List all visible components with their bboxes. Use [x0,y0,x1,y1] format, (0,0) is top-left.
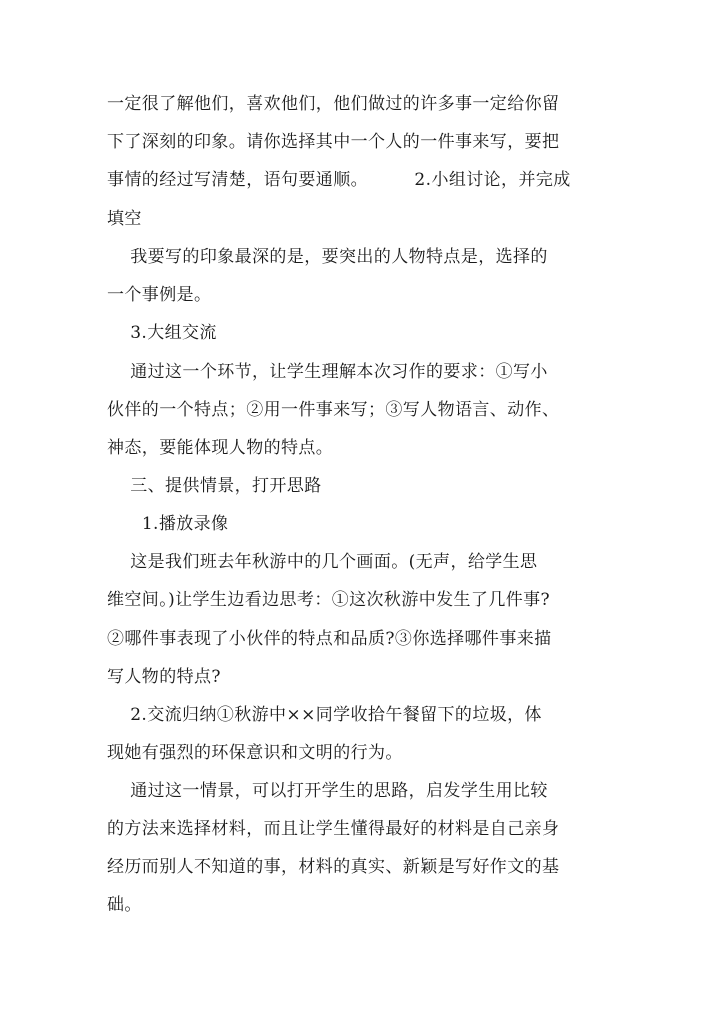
text-line-10: 神态，要能体现人物的特点。 [107,438,334,458]
text-line-1: 一定很了解他们，喜欢他们，他们做过的许多事一定给你留 [107,94,560,114]
text-line-9: 伙伴的一个特点；②用一件事来写；③写人物语言、动作、 [107,400,560,420]
text-line-15: ②哪件事表现了小伙伴的特点和品质?③你选择哪件事来描 [107,629,552,649]
text-line-13: 这是我们班去年秋游中的几个画面。(无声，给学生思 [107,552,538,572]
text-line-14: 维空间。)让学生边看边思考：①这次秋游中发生了几件事? [107,590,551,610]
text-line-17: 2.交流归纳①秋游中××同学收拾午餐留下的垃圾，体 [107,705,542,725]
text-line-16: 写人物的特点? [107,667,221,687]
text-line-19: 通过这一情景，可以打开学生的思路，启发学生用比较 [107,781,548,801]
text-line-4: 填空 [107,209,142,229]
text-line-22: 础。 [107,895,142,915]
text-line-2: 下了深刻的印象。请你选择其中一个人的一件事来写，要把 [107,132,560,152]
text-line-20: 的方法来选择材料，而且让学生懂得最好的材料是自己亲身 [107,819,560,839]
text-line-11: 三、提供情景，打开思路 [107,476,322,496]
text-line-7: 3.大组交流 [107,323,217,343]
text-line-6: 一个事例是。 [107,285,212,305]
text-line-8: 通过这一个环节，让学生理解本次习作的要求：①写小 [107,362,548,382]
text-line-21: 经历而别人不知道的事，材料的真实、新颖是写好作文的基 [107,857,560,877]
text-line-18: 现她有强烈的环保意识和文明的行为。 [107,743,403,763]
text-line-3: 事情的经过写清楚，语句要通顺。 2.小组讨论，并完成 [107,170,571,190]
text-line-12: 1.播放录像 [107,514,229,534]
text-line-5: 我要写的印象最深的是，要突出的人物特点是，选择的 [107,247,548,267]
